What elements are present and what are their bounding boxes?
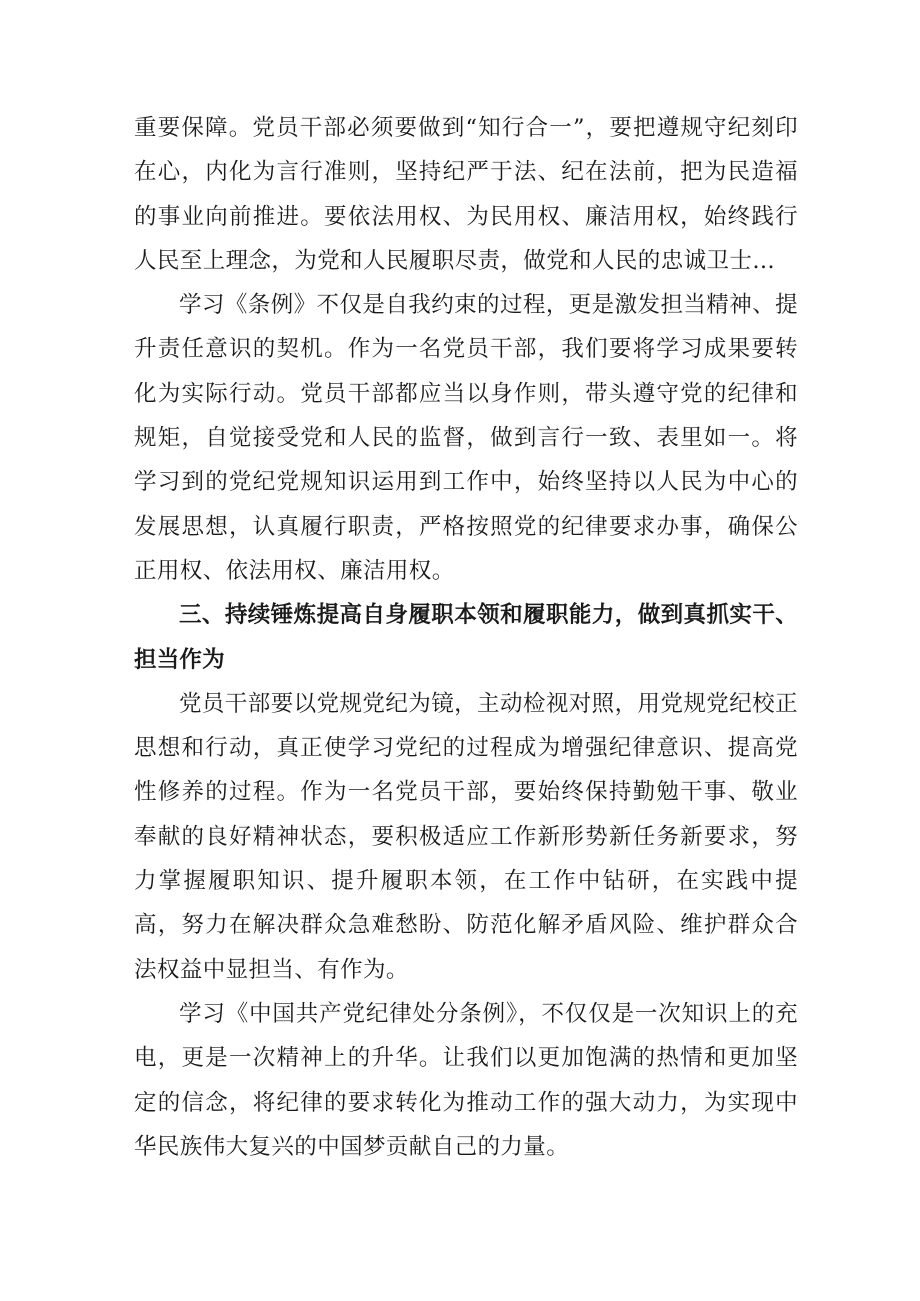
paragraph-party-discipline-mirror: 党员干部要以党规党纪为镜，主动检视对照，用党规党纪校正思想和行动，真正使学习党纪的过程成为增强纪律意识、提高党性修养的过程。作为一名党员干部，要始终保持勤勉干事、敬业奉献的良好精神状态，要积极适应工作新形势新任务新要求，努力掌握履职知识、提升履职本领，在工作中钻研，在实践中提高，努力在解决群众急难愁盼、防范化解矛盾风险、维护群众合法权益中显担当、有作为。 <box>134 690 798 983</box>
paragraph-study-regulations: 学习《条例》不仅是自我约束的过程，更是激发担当精神、提升责任意识的契机。作为一名党员干部，我们要将学习成果要转化为实际行动。党员干部都应当以身作则，带头遵守党的纪律和规矩，自觉接受党和人民的监督，做到言行一致、表里如一。将学习到的党纪党规知识运用到工作中，始终坚持以人民为中心的发展思想，认真履行职责，严格按照党的纪律要求办事，确保公正用权、依法用权、廉洁用权。 <box>134 292 798 584</box>
section-heading-three: 三、持续锤炼提高自身履职本领和履职能力，做到真抓实干、担当作为 <box>134 602 798 673</box>
paragraph-continuation: 重要保障。党员干部必须要做到“知行合一”，要把遵规守纪刻印在心，内化为言行准则，坚持纪严于法、纪在法前，把为民造福的事业向前推进。要依法用权、为民用权、廉洁用权，始终践行人民至上理念，为党和人民履职尽责，做党和人民的忠诚卫士… <box>134 115 798 274</box>
paragraph-conclusion: 学习《中国共产党纪律处分条例》，不仅仅是一次知识上的充电，更是一次精神上的升华。让我们以更加饱满的热情和更加坚定的信念，将纪律的要求转化为推动工作的强大动力，为实现中华民族伟大复兴的中国梦贡献自己的力量。 <box>134 1000 798 1160</box>
